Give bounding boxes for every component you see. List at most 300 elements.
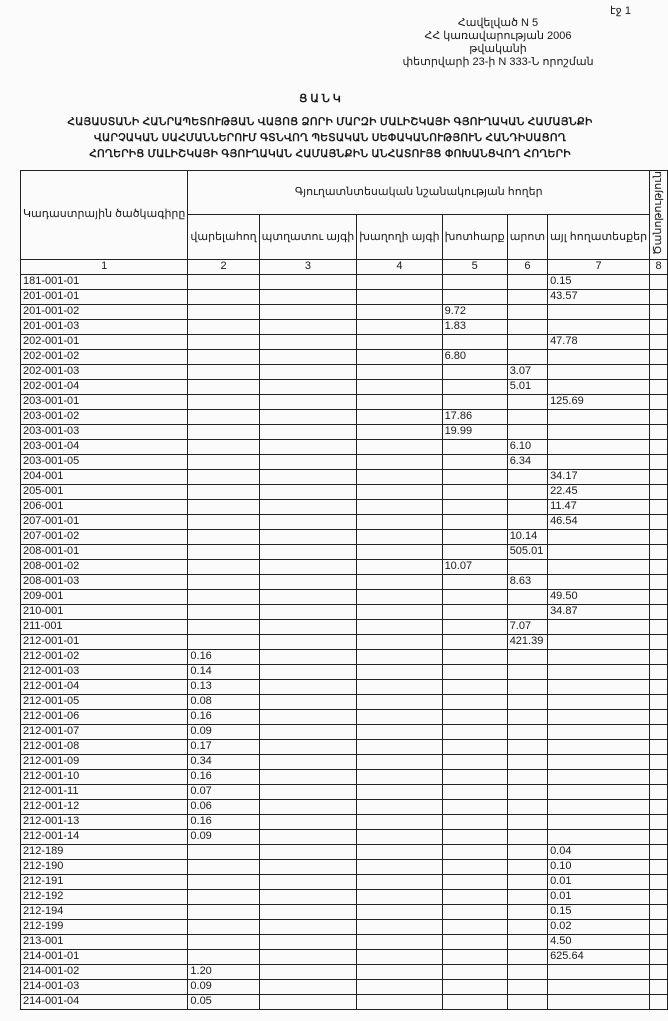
value-cell bbox=[548, 379, 650, 394]
value-cell bbox=[507, 319, 547, 334]
value-cell bbox=[188, 364, 259, 379]
value-cell: 421.39 bbox=[507, 634, 547, 649]
value-cell bbox=[442, 439, 507, 454]
table-row bbox=[21, 709, 668, 724]
value-cell bbox=[442, 754, 507, 769]
value-cell: 6.34 bbox=[507, 454, 547, 469]
value-cell: 625.64 bbox=[548, 949, 650, 964]
value-cell bbox=[507, 349, 547, 364]
value-cell bbox=[357, 499, 442, 514]
table-row bbox=[21, 769, 668, 784]
value-cell bbox=[357, 664, 442, 679]
table-row bbox=[21, 679, 668, 694]
value-cell bbox=[548, 994, 650, 1009]
table-row bbox=[21, 934, 668, 949]
value-cell bbox=[650, 799, 668, 814]
table-row bbox=[21, 604, 668, 619]
value-cell bbox=[188, 844, 259, 859]
value-cell bbox=[259, 289, 357, 304]
value-cell bbox=[188, 274, 259, 289]
table-row bbox=[21, 559, 668, 574]
value-cell bbox=[442, 634, 507, 649]
table-row bbox=[21, 994, 668, 1009]
value-cell bbox=[650, 754, 668, 769]
value-cell: 17.86 bbox=[442, 409, 507, 424]
value-cell bbox=[548, 694, 650, 709]
value-cell bbox=[507, 739, 547, 754]
value-cell bbox=[650, 439, 668, 454]
value-cell bbox=[507, 769, 547, 784]
value-cell bbox=[259, 394, 357, 409]
value-cell bbox=[548, 544, 650, 559]
value-cell bbox=[188, 319, 259, 334]
value-cell bbox=[650, 289, 668, 304]
table-row bbox=[21, 919, 668, 934]
value-cell bbox=[357, 679, 442, 694]
value-cell bbox=[507, 709, 547, 724]
value-cell bbox=[259, 949, 357, 964]
value-cell: 43.57 bbox=[548, 289, 650, 304]
value-cell bbox=[507, 694, 547, 709]
table-row bbox=[21, 649, 668, 664]
value-cell bbox=[548, 964, 650, 979]
value-cell bbox=[548, 709, 650, 724]
column-header-pasture: արոտ bbox=[507, 215, 547, 259]
value-cell bbox=[650, 574, 668, 589]
column-header-hayfield: խոտհարք bbox=[442, 215, 507, 259]
value-cell: 0.15 bbox=[548, 274, 650, 289]
cadastral-code-cell: 212-001-05 bbox=[21, 694, 188, 709]
value-cell bbox=[357, 589, 442, 604]
value-cell bbox=[548, 409, 650, 424]
cadastral-code-cell: 207-001-02 bbox=[21, 529, 188, 544]
value-cell bbox=[188, 409, 259, 424]
value-cell bbox=[650, 724, 668, 739]
value-cell bbox=[259, 454, 357, 469]
table-row bbox=[21, 514, 668, 529]
value-cell bbox=[442, 799, 507, 814]
value-cell bbox=[259, 319, 357, 334]
value-cell bbox=[259, 784, 357, 799]
value-cell bbox=[357, 979, 442, 994]
value-cell bbox=[650, 964, 668, 979]
value-cell bbox=[259, 334, 357, 349]
value-cell bbox=[507, 649, 547, 664]
value-cell bbox=[507, 679, 547, 694]
value-cell bbox=[548, 439, 650, 454]
value-cell: 0.10 bbox=[548, 859, 650, 874]
value-cell bbox=[357, 469, 442, 484]
value-cell bbox=[650, 919, 668, 934]
value-cell bbox=[357, 289, 442, 304]
column-number: 1 bbox=[21, 259, 188, 274]
table-row bbox=[21, 589, 668, 604]
value-cell bbox=[650, 319, 668, 334]
value-cell bbox=[188, 604, 259, 619]
value-cell bbox=[357, 379, 442, 394]
cadastral-code-cell: 212-001-09 bbox=[21, 754, 188, 769]
value-cell bbox=[259, 679, 357, 694]
table-row bbox=[21, 424, 668, 439]
value-cell bbox=[357, 874, 442, 889]
value-cell bbox=[357, 484, 442, 499]
value-cell bbox=[650, 844, 668, 859]
value-cell bbox=[188, 589, 259, 604]
table-row bbox=[21, 739, 668, 754]
value-cell bbox=[650, 649, 668, 664]
value-cell bbox=[507, 904, 547, 919]
table-row bbox=[21, 394, 668, 409]
value-cell bbox=[650, 994, 668, 1009]
cadastral-code-cell: 214-001-01 bbox=[21, 949, 188, 964]
cadastral-code-cell: 212-001-13 bbox=[21, 814, 188, 829]
column-number: 7 bbox=[548, 259, 650, 274]
value-cell bbox=[442, 274, 507, 289]
cadastral-code-cell: 181-001-01 bbox=[21, 274, 188, 289]
value-cell bbox=[259, 919, 357, 934]
value-cell bbox=[259, 814, 357, 829]
value-cell bbox=[442, 844, 507, 859]
table-row bbox=[21, 634, 668, 649]
value-cell bbox=[507, 484, 547, 499]
value-cell bbox=[259, 844, 357, 859]
table-row bbox=[21, 274, 668, 289]
value-cell bbox=[507, 604, 547, 619]
value-cell bbox=[357, 559, 442, 574]
value-cell: 0.14 bbox=[188, 664, 259, 679]
value-cell: 0.16 bbox=[188, 649, 259, 664]
value-cell bbox=[650, 829, 668, 844]
subtitle-line: ՀԱՅԱՍՏԱՆԻ ՀԱՆՐԱՊԵՏՈՒԹՅԱՆ ՎԱՅՈՑ ՁՈՐԻ ՄԱՐԶԻ ՄԱԼԻՇԿԱՅԻ ԳՅՈՒՂԱԿԱՆ ՀԱՄԱՅՆՔԻ bbox=[67, 116, 593, 128]
cadastral-code-cell: 202-001-02 bbox=[21, 349, 188, 364]
table-row bbox=[21, 349, 668, 364]
value-cell bbox=[259, 484, 357, 499]
value-cell bbox=[259, 424, 357, 439]
value-cell bbox=[259, 514, 357, 529]
table-row bbox=[21, 784, 668, 799]
value-cell bbox=[548, 739, 650, 754]
value-cell bbox=[357, 529, 442, 544]
value-cell: 505.01 bbox=[507, 544, 547, 559]
value-cell bbox=[188, 949, 259, 964]
value-cell bbox=[650, 949, 668, 964]
cadastral-code-cell: 207-001-01 bbox=[21, 514, 188, 529]
table-row bbox=[21, 964, 668, 979]
value-cell bbox=[259, 604, 357, 619]
value-cell bbox=[650, 739, 668, 754]
value-cell bbox=[259, 709, 357, 724]
value-cell: 0.02 bbox=[548, 919, 650, 934]
value-cell: 0.34 bbox=[188, 754, 259, 769]
cadastral-code-cell: 212-001-14 bbox=[21, 829, 188, 844]
value-cell bbox=[259, 829, 357, 844]
value-cell: 11.47 bbox=[548, 499, 650, 514]
value-cell bbox=[650, 814, 668, 829]
cadastral-code-cell: 201-001-01 bbox=[21, 289, 188, 304]
cadastral-code-cell: 203-001-02 bbox=[21, 409, 188, 424]
value-cell bbox=[442, 949, 507, 964]
value-cell: 34.87 bbox=[548, 604, 650, 619]
value-cell bbox=[548, 319, 650, 334]
table-row bbox=[21, 889, 668, 904]
column-number: 5 bbox=[442, 259, 507, 274]
subtitle-line: ՎԱՐՉԱԿԱՆ ՍԱՀՄԱՆՆԵՐՈՒՄ ԳՏՆՎՈՂ ՊԵՏԱԿԱՆ ՍԵՓԱԿԱՆՈՒԹՅՈՒՆ ՀԱՆԴԻՍԱՑՈՂ bbox=[93, 132, 567, 144]
value-cell bbox=[188, 874, 259, 889]
value-cell bbox=[259, 589, 357, 604]
cadastral-code-cell: 203-001-01 bbox=[21, 394, 188, 409]
value-cell bbox=[507, 589, 547, 604]
value-cell bbox=[188, 529, 259, 544]
table-row bbox=[21, 289, 668, 304]
value-cell bbox=[650, 499, 668, 514]
value-cell bbox=[357, 604, 442, 619]
value-cell bbox=[507, 799, 547, 814]
value-cell bbox=[650, 694, 668, 709]
value-cell bbox=[357, 439, 442, 454]
column-number: 2 bbox=[188, 259, 259, 274]
value-cell bbox=[259, 349, 357, 364]
cadastral-code-cell: 213-001 bbox=[21, 934, 188, 949]
value-cell bbox=[507, 829, 547, 844]
value-cell bbox=[259, 994, 357, 1009]
column-header-note bbox=[650, 171, 668, 260]
value-cell bbox=[259, 364, 357, 379]
value-cell bbox=[188, 424, 259, 439]
value-cell bbox=[507, 724, 547, 739]
table-row bbox=[21, 439, 668, 454]
value-cell bbox=[650, 934, 668, 949]
cadastral-code-cell: 208-001-02 bbox=[21, 559, 188, 574]
value-cell bbox=[650, 604, 668, 619]
column-number: 4 bbox=[357, 259, 442, 274]
value-cell bbox=[442, 979, 507, 994]
value-cell bbox=[507, 664, 547, 679]
value-cell bbox=[650, 559, 668, 574]
value-cell bbox=[548, 829, 650, 844]
value-cell bbox=[259, 859, 357, 874]
value-cell bbox=[507, 274, 547, 289]
value-cell bbox=[357, 784, 442, 799]
value-cell: 0.05 bbox=[188, 994, 259, 1009]
table-row bbox=[21, 949, 668, 964]
value-cell bbox=[357, 754, 442, 769]
value-cell bbox=[650, 784, 668, 799]
value-cell bbox=[548, 559, 650, 574]
cadastral-code-cell: 203-001-04 bbox=[21, 439, 188, 454]
cadastral-code-cell: 206-001 bbox=[21, 499, 188, 514]
value-cell bbox=[507, 994, 547, 1009]
value-cell bbox=[507, 469, 547, 484]
value-cell bbox=[357, 544, 442, 559]
value-cell bbox=[357, 454, 442, 469]
value-cell bbox=[188, 859, 259, 874]
value-cell bbox=[259, 664, 357, 679]
value-cell bbox=[650, 664, 668, 679]
value-cell bbox=[507, 394, 547, 409]
value-cell: 0.01 bbox=[548, 889, 650, 904]
group-header: Գյուղատնտեսական նշանակության հողեր bbox=[188, 171, 650, 215]
value-cell bbox=[650, 529, 668, 544]
subtitle-line: ՀՈՂԵՐԻՑ ՄԱԼԻՇԿԱՅԻ ԳՅՈՒՂԱԿԱՆ ՀԱՄԱՅՆՔԻՆ ԱՆՀԱՏՈՒՅՑ ՓՈԽԱՆՑՎՈՂ ՀՈՂԵՐԻ bbox=[89, 148, 571, 160]
value-cell bbox=[442, 289, 507, 304]
value-cell: 1.20 bbox=[188, 964, 259, 979]
annex-line: ՀՀ կառավարության 2006 թվականի bbox=[424, 30, 572, 55]
cadastral-code-cell: 212-192 bbox=[21, 889, 188, 904]
value-cell bbox=[357, 709, 442, 724]
value-cell bbox=[548, 529, 650, 544]
table-row bbox=[21, 409, 668, 424]
value-cell bbox=[442, 994, 507, 1009]
table-row bbox=[21, 979, 668, 994]
value-cell: 47.78 bbox=[548, 334, 650, 349]
value-cell bbox=[507, 424, 547, 439]
value-cell bbox=[548, 424, 650, 439]
value-cell bbox=[442, 769, 507, 784]
value-cell bbox=[188, 514, 259, 529]
value-cell: 0.16 bbox=[188, 709, 259, 724]
table-row bbox=[21, 664, 668, 679]
value-cell bbox=[650, 349, 668, 364]
value-cell bbox=[442, 724, 507, 739]
value-cell bbox=[442, 904, 507, 919]
value-cell: 4.50 bbox=[548, 934, 650, 949]
value-cell bbox=[507, 499, 547, 514]
value-cell bbox=[188, 349, 259, 364]
value-cell bbox=[548, 979, 650, 994]
table-row bbox=[21, 454, 668, 469]
document-title: ՑԱՆԿ bbox=[299, 93, 344, 105]
value-cell bbox=[357, 904, 442, 919]
value-cell bbox=[259, 304, 357, 319]
value-cell bbox=[442, 829, 507, 844]
value-cell bbox=[442, 784, 507, 799]
value-cell: 0.06 bbox=[188, 799, 259, 814]
value-cell bbox=[507, 859, 547, 874]
cadastral-code-cell: 204-001 bbox=[21, 469, 188, 484]
value-cell bbox=[357, 334, 442, 349]
value-cell bbox=[259, 529, 357, 544]
value-cell bbox=[548, 574, 650, 589]
cadastral-code-cell: 214-001-04 bbox=[21, 994, 188, 1009]
document-subtitle bbox=[40, 114, 620, 162]
value-cell bbox=[548, 619, 650, 634]
cadastral-code-cell: 201-001-02 bbox=[21, 304, 188, 319]
value-cell: 6.80 bbox=[442, 349, 507, 364]
table-row bbox=[21, 619, 668, 634]
value-cell bbox=[507, 889, 547, 904]
value-cell: 0.13 bbox=[188, 679, 259, 694]
cadastral-code-cell: 212-199 bbox=[21, 919, 188, 934]
table-row bbox=[21, 544, 668, 559]
value-cell bbox=[650, 619, 668, 634]
value-cell bbox=[442, 859, 507, 874]
value-cell: 125.69 bbox=[548, 394, 650, 409]
value-cell bbox=[259, 439, 357, 454]
value-cell bbox=[548, 664, 650, 679]
value-cell bbox=[357, 364, 442, 379]
table-row bbox=[21, 754, 668, 769]
cadastral-code-cell: 212-194 bbox=[21, 904, 188, 919]
cadastral-code-cell: 211-001 bbox=[21, 619, 188, 634]
table-row bbox=[21, 829, 668, 844]
cadastral-code-cell: 202-001-04 bbox=[21, 379, 188, 394]
cadastral-code-cell: 212-001-10 bbox=[21, 769, 188, 784]
value-cell: 0.09 bbox=[188, 724, 259, 739]
annex-line: փետրվարի 23-ի N 333-Ն որոշման bbox=[402, 56, 594, 68]
value-cell bbox=[650, 394, 668, 409]
value-cell: 7.07 bbox=[507, 619, 547, 634]
value-cell bbox=[650, 304, 668, 319]
value-cell bbox=[548, 799, 650, 814]
value-cell bbox=[507, 814, 547, 829]
cadastral-code-cell: 205-001 bbox=[21, 484, 188, 499]
value-cell bbox=[442, 364, 507, 379]
annex-note bbox=[398, 17, 598, 69]
note-header-text: Ծանոթություն bbox=[652, 171, 665, 255]
table-row bbox=[21, 874, 668, 889]
value-cell: 5.01 bbox=[507, 379, 547, 394]
value-cell bbox=[357, 949, 442, 964]
value-cell bbox=[507, 754, 547, 769]
value-cell: 10.07 bbox=[442, 559, 507, 574]
value-cell bbox=[357, 739, 442, 754]
value-cell bbox=[442, 394, 507, 409]
value-cell bbox=[442, 469, 507, 484]
table-row bbox=[21, 529, 668, 544]
value-cell bbox=[357, 724, 442, 739]
table-row bbox=[21, 469, 668, 484]
value-cell bbox=[357, 889, 442, 904]
value-cell bbox=[548, 814, 650, 829]
value-cell bbox=[259, 724, 357, 739]
value-cell bbox=[650, 634, 668, 649]
value-cell bbox=[650, 379, 668, 394]
value-cell bbox=[188, 574, 259, 589]
cadastral-code-cell: 214-001-02 bbox=[21, 964, 188, 979]
value-cell bbox=[650, 409, 668, 424]
value-cell bbox=[548, 454, 650, 469]
table-row bbox=[21, 844, 668, 859]
value-cell bbox=[259, 754, 357, 769]
value-cell bbox=[357, 964, 442, 979]
cadastral-code-cell: 208-001-03 bbox=[21, 574, 188, 589]
value-cell bbox=[259, 499, 357, 514]
value-cell bbox=[650, 544, 668, 559]
cadastral-code-cell: 202-001-03 bbox=[21, 364, 188, 379]
value-cell bbox=[507, 979, 547, 994]
cadastral-code-cell: 201-001-03 bbox=[21, 319, 188, 334]
cadastral-code-cell: 212-001-06 bbox=[21, 709, 188, 724]
value-cell bbox=[188, 394, 259, 409]
value-cell bbox=[442, 514, 507, 529]
value-cell bbox=[442, 454, 507, 469]
table-row bbox=[21, 799, 668, 814]
value-cell bbox=[259, 544, 357, 559]
value-cell: 0.04 bbox=[548, 844, 650, 859]
value-cell bbox=[259, 904, 357, 919]
value-cell bbox=[259, 979, 357, 994]
value-cell bbox=[357, 649, 442, 664]
value-cell bbox=[259, 379, 357, 394]
cadastral-code-cell: 212-001-02 bbox=[21, 649, 188, 664]
value-cell bbox=[442, 919, 507, 934]
value-cell bbox=[259, 739, 357, 754]
value-cell bbox=[259, 574, 357, 589]
value-cell bbox=[507, 949, 547, 964]
value-cell bbox=[188, 544, 259, 559]
value-cell: 49.50 bbox=[548, 589, 650, 604]
value-cell bbox=[259, 769, 357, 784]
